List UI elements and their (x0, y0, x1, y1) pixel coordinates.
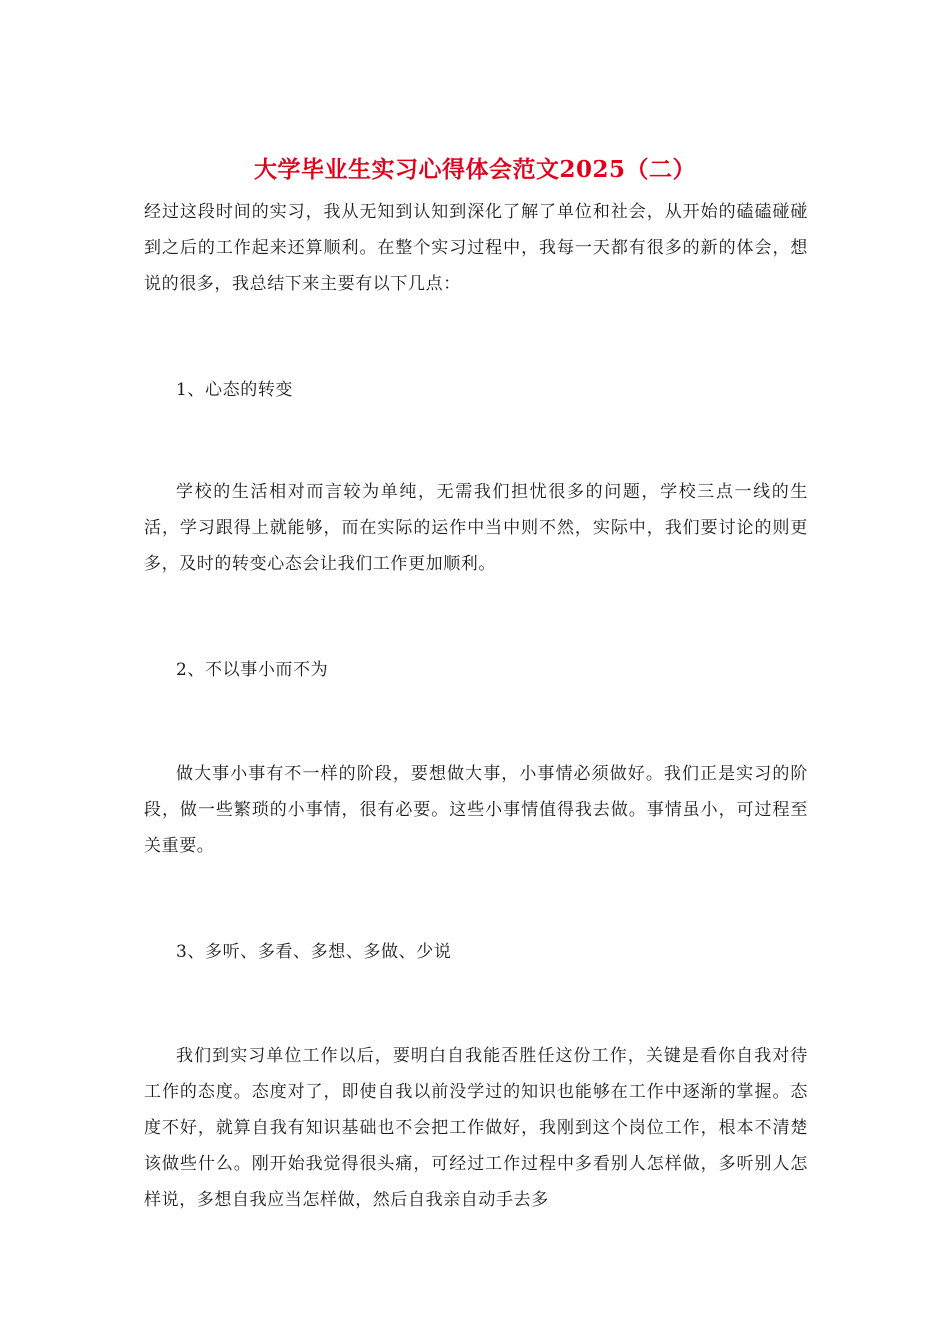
intro-paragraph: 经过这段时间的实习，我从无知到认知到深化了解了单位和社会，从开始的磕磕碰碰到之后的工作起来还算顺利。在整个实习过程中，我每一天都有很多的新的体会，想说的很多，我总结下来主要有以下几点： (144, 202, 808, 294)
section-heading-1: 1、心态的转变 (176, 380, 294, 400)
section-heading-3: 3、多听、多看、多想、多做、少说 (176, 942, 452, 962)
section-body-1: 学校的生活相对而言较为单纯，无需我们担忧很多的问题，学校三点一线的生活，学习跟得上就能够，而在实际的运作中当中则不然，实际中，我们要讨论的则更多，及时的转变心态会让我们工作更加顺利。 (144, 482, 808, 574)
section-body-3: 我们到实习单位工作以后，要明白自我能否胜任这份工作，关键是看你自我对待工作的态度。态度对了，即使自我以前没学过的知识也能够在工作中逐渐的掌握。态度不好，就算自我有知识基础也不会把工作做好，我刚到这个岗位工作，根本不清楚该做些什么。刚开始我觉得很头痛，可经过工作过程中多看别人怎样做，多听别人怎样说，多想自我应当怎样做，然后自我亲自动手去多 (144, 1046, 808, 1210)
section-body-2: 做大事小事有不一样的阶段，要想做大事，小事情必须做好。我们正是实习的阶段，做一些繁琐的小事情，很有必要。这些小事情值得我去做。事情虽小，可过程至关重要。 (144, 764, 808, 856)
document-title: 大学毕业生实习心得体会范文2025（二） (253, 156, 696, 183)
section-heading-2: 2、不以事小而不为 (176, 660, 329, 680)
